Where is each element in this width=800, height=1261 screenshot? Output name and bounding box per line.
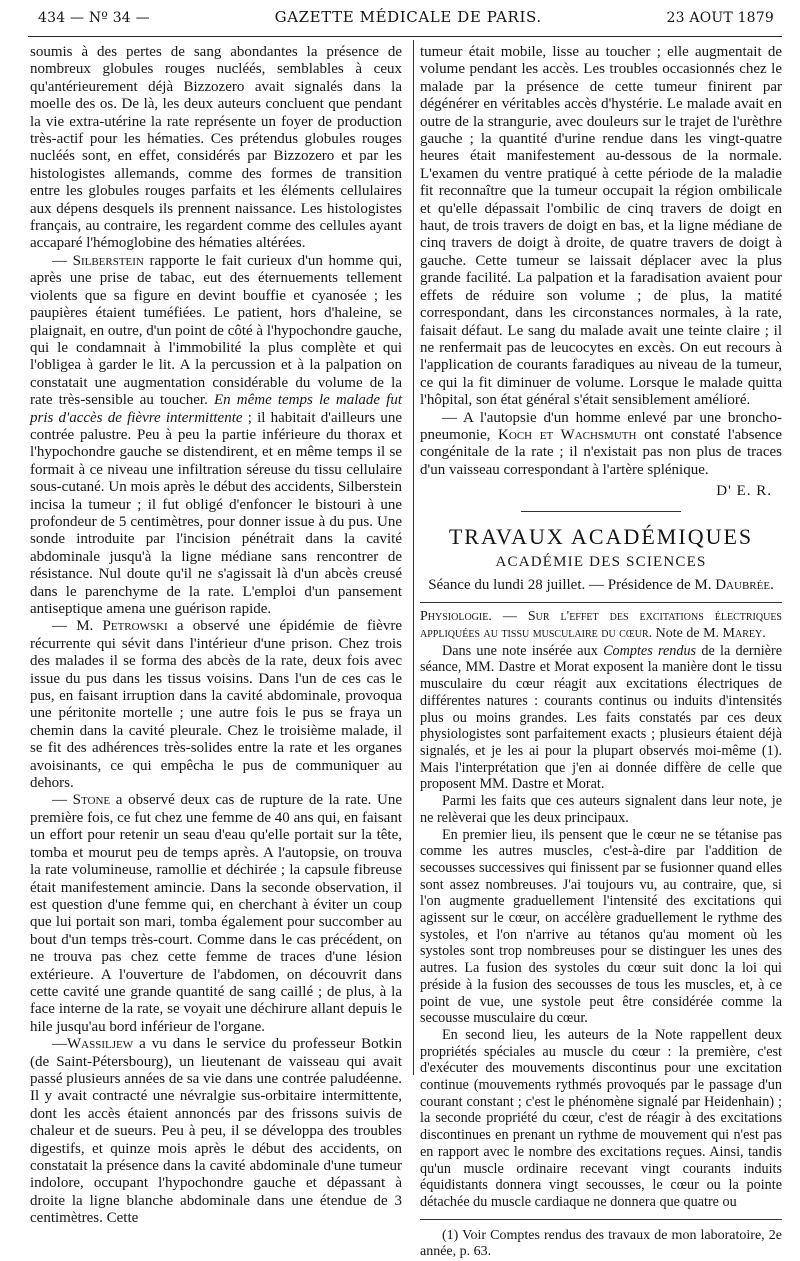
paragraph-continuation: soumis à des pertes de sang abondantes la présence de nombreux globules rouges nucléés, semblables à ceux qu'antérieurement déjà Bizzozero avait signalés dans la moelle des os. De là, les deux auteurs concluent que pendant la vie extra-utérine la rate représente un foyer de production très-actif pour les hématies. Ces prétendus globules rouges nucléés sont, en effet, considérés par Bizzozero et par les histologistes allemands, comme des formes de transition entre les globules rouges parfaits et les éléments cellulaires aux dépens desquels ils prennent naissance. Les histologistes français, au contraire, les regardent comme des cellules ayant accaparé l'hémoglobine des hématies altérées. — [30, 44, 402, 252]
column-divider — [413, 40, 414, 1075]
section-title: TRAVAUX ACADÉMIQUES — [448, 523, 754, 549]
paragraph-silberstein: — Silberstein rapporte le fait curieux d'un homme qui, après une prise de tabac, eut des éternuements tellement violents que sa figure en devint bouffie et cyanosée ; les paupières étaient tuméfiées. Le patient, hors d'haleine, se plaignait, en outre, d'un point de côté à l'hypochondre gauche, qui le condamnait à l'immobilité la plus complète et qui l'obligea à garder le lit. A la percussion et à la palpation on constatait une augmentation considérable du volume de la rate très-sensible au toucher. En même temps le malade fut pris d'accès de fièvre intermittente ; il habitait d'ailleurs une contrée palustre. Peu à peu la partie inférieure du thorax et l'hypochondre gauche se distendirent, et en même temps il se formait à ce niveau une infiltration séreuse du tissu cellulaire sous-cutané. Un mois après le début des accidents, Silberstein incisa la tumeur ; il fut obligé d'enfoncer le bistouri à une profondeur de 5 centimètres, pour donner issue à du pus. Une sonde introduite par l'incision pénétrait dans la cavité abdominale jusqu'à la ligne médiane sans rencontrer de résistance. Nul doute qu'il ne s'agissait là d'un abcès creusé dans le parenchyme de la rate. L'emploi d'un pansement antiseptique amena une guérison rapide. — [30, 252, 402, 617]
author-name: —Wassiljew — [52, 1036, 134, 1053]
author-name: — Silberstein — [52, 252, 144, 269]
academy-heading: ACADÉMIE DES SCIENCES — [495, 553, 707, 570]
note-paragraph: En premier lieu, ils pensent que le cœur ne se tétanise pas comme les autres muscles, c'est-à-dire par l'addition de secousses successives qui finissent par se fusionner quand elles sont assez nombreuses. J'ai toujours vu, au contraire, que, si l'on augmente graduellement l'intensité des excitations qui agissent sur le cœur, on accélère graduellement le rythme des systoles, et l'on n'arrive au tétanos qu'au moment où les systoles sont trop nombreuses pour se distinguer les unes des autres. La fusion des systoles du cœur suit donc la loi qui préside à la fusion des secousses de tous les muscles, et, à ce point de vue, une systole peut être considérée comme la secousse musculaire du cœur. — [420, 826, 782, 1027]
session-line: Séance du lundi 28 juillet. — Présidence de M. Daubrée. — [428, 576, 774, 593]
paragraph-petrowski: — M. Petrowski a observé une épidémie de fièvre récurrente qui sévit dans l'intérieur d'une prison. Chez trois des malades il se forma des abcès de la rate, deux fois avec issue du pus dans les tissus voisins. Dans l'un de ces cas le pus, en faisant irruption dans la cavité abdominale, provoqua une péritonite mortelle ; une autre fois le pus se fraya un chemin dans la cavité pleurale. Chez le troisième malade, il se fit des adhérences très-solides entre la rate et les organes avoisinants, ce qui empêcha le pus de communiquer au dehors. — [30, 618, 402, 792]
section-divider — [521, 511, 681, 512]
note-paragraph: Dans une note insérée aux Comptes rendus de la dernière séance, MM. Dastre et Morat exposent la manière dont le tissu musculaire du cœur réagit aux excitations électriques de différentes natures : courants continus ou induits d'intensités plus ou moins grandes. Les faits constatés par ces deux physiologistes sont parfaitement exacts ; plusieurs étaient déjà signalés, et je les ai pour la plupart observés moi-même (1). Mais l'interprétation que j'en ai donnée diffère de celle que proposent MM. Dastre et Morat. — [420, 642, 782, 793]
paragraph-continuation: tumeur était mobile, lisse au toucher ; elle augmentait de volume pendant les accès. Les troubles occasionnés chez le malade par la présence de cette tumeur finirent par dégénérer en véritables accès d'hystérie. Le malade avait en outre de la strangurie, avec douleurs sur le trajet de l'urèthre gauche ; la quantité d'urine rendue dans les vingt-quatre heures était manifestement au-dessous de la normale. L'examen du ventre pratiqué à cette période de la maladie fit reconnaître que la tumeur occupait la région ombilicale et qu'elle dépassait l'ombilic de cinq travers de doigt en haut, de trois travers de doigt en bas, et la ligne médiane de cinq travers de doigt à droite, de quatre travers de doigt à gauche. Cette tumeur se laissait déplacer avec la plus grande facilité. La palpation et la faradisation avaient pour effets de réduire son volume ; de plus, la matité correspondant, dans les circonstances normales, à la rate, faisait défaut. Le sang du malade avait une teinte claire ; il ne renfermait pas de leucocytes en excès. On eut recours à l'application de courants faradiques au niveau de la tumeur, ce qui la fit diminuer de volume. Lorsque le malade quitta l'hôpital, son état général s'était sensiblement amélioré. — [420, 44, 782, 409]
note-paragraph: Parmi les faits que ces auteurs signalent dans leur note, je ne relèverai que les deux principaux. — [420, 793, 782, 826]
author-name: Koch et Wachsmuth — [498, 426, 637, 443]
author-name: — M. Petrowski — [52, 618, 168, 635]
paragraph-autopsy: — A l'autopsie d'un homme enlevé par une broncho-pneumonie, Koch et Wachsmuth ont constaté l'absence congénitale de la rate ; il n'existait pas non plus de traces d'un vaisseau correspondant à l'artère splénique. — [420, 409, 782, 478]
paragraph-wassiljew: —Wassiljew a vu dans le service du professeur Botkin (de Saint-Pétersbourg), un lieutenant de vaisseau qui avait passé plusieurs années de sa vie dans une contrée paludéenne. Il y avait contracté une névralgie sus-orbitaire intermittente, dont les accès étaient annoncés par des frissons suivis de chaleur et de sueurs. Peu à peu, il se développa des troubles digestifs, et quinze mois après le début des accidents, on constatait la présence dans la cavité abdominale d'une tumeur indolore, occupant l'hypochondre gauche et dépassant à droite la ligne blanche abdominale dans une étendue de 3 centimètres. Cette — [30, 1036, 402, 1227]
paragraph-stone: — Stone a observé deux cas de rupture de la rate. Une première fois, ce fut chez une femme de 40 ans qui, en faisant un effort pour retenir un seau d'eau qu'elle portait sur la tête, tomba et mourut peu de temps après. A l'autopsie, on trouva la rate volumineuse, ramollie et déchirée ; la capsule fibreuse était manifestement amincie. Dans la seconde observation, il est question d'une femme qui, en cherchant à éviter un coup que lui portait son mari, tomba également pour succomber au bout d'un temps très-court. Comme dans le cas précédent, on ne trouva pas chez cette femme de traces d'une lésion extérieure. A l'ouverture de l'abdomen, on découvrit dans cette cavité une grande quantité de sang caillé ; de plus, à la face interne de la rate, se voyait une déchirure allant depuis le hile jusqu'au bord inférieur de l'organe. — [30, 792, 402, 1035]
header-rule — [28, 36, 782, 37]
page-header — [38, 8, 774, 34]
page-number: 434 — Nº 34 — — [38, 10, 150, 26]
author-name: — Stone — [52, 792, 111, 809]
issue-date: 23 AOUT 1879 — [666, 10, 774, 26]
note-title: Physiologie. — Sur l'effet des excitations électriques appliquées au tissu musculaire du cœur. Note de M. Marey. — [420, 609, 782, 642]
right-column — [420, 44, 782, 1261]
italic-phrase: En même temps le malade fut pris d'accès de fièvre intermittente — [30, 392, 402, 426]
left-column — [30, 44, 402, 1228]
signature: D' E. R. — [716, 483, 772, 500]
footnote: (1) Voir Comptes rendus des travaux de mon laboratoire, 2e année, p. 63. — [420, 1227, 782, 1260]
footnote-rule — [420, 1219, 782, 1220]
journal-title: GAZETTE MÉDICALE DE PARIS. — [274, 8, 542, 26]
section-rule — [420, 602, 782, 603]
note-paragraph: En second lieu, les auteurs de la Note rappellent deux propriétés spéciales au muscle du cœur : la première, c'est d'exécuter des mouvements discontinus pour une excitation continue (mouvements rythmés provoqués par le passage d'un courant constant ; c'est le phénomène signalé par Heidenhain) ; la seconde propriété du cœur, c'est de réagir à des excitations discontinues en prenant un rythme de mouvement qui n'est pas en rapport avec le nombre des excitations reçues. Ainsi, tandis qu'un muscle ordinaire recevant vingt courants induits équidistants donnera vingt secousses, le cœur ou la pointe détachée du muscle cardiaque ne donnera que quatre ou — [420, 1026, 782, 1210]
academy-note — [420, 609, 782, 1260]
